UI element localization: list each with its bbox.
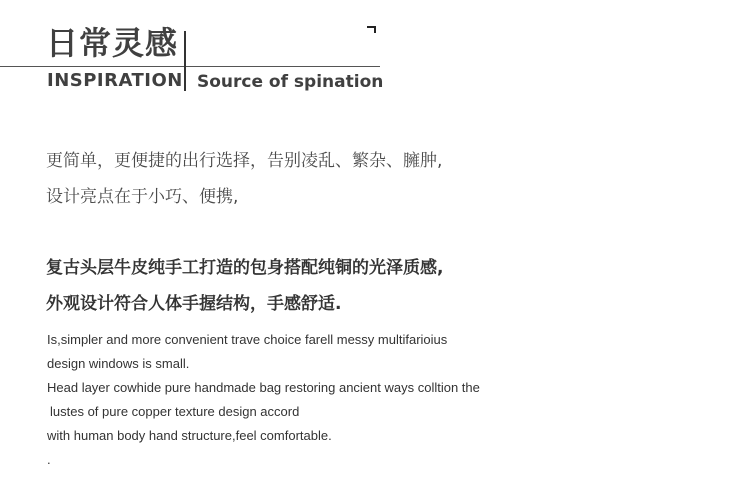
english-line: Head layer cowhide pure handmade bag restoring ancient ways colltion the: [47, 380, 480, 395]
corner-mark: [367, 26, 376, 33]
page-title: 日常灵感: [46, 24, 179, 62]
intro-paragraph: [46, 143, 442, 215]
feature-line: 外观设计符合人体手握结构，手感舒适.: [46, 294, 342, 314]
english-line: .: [47, 452, 51, 467]
intro-line: 更简单，更便捷的出行选择，告别凌乱、繁杂、臃肿,: [46, 151, 443, 171]
title-divider-vertical: [184, 31, 186, 91]
feature-line: 复古头层牛皮纯手工打造的包身搭配纯铜的光泽质感,: [46, 258, 444, 278]
english-line: Is,simpler and more convenient trave choice farell messy multifarioius: [47, 332, 448, 347]
feature-paragraph: [46, 250, 443, 322]
title-divider-horizontal: [0, 66, 380, 67]
english-line: lustes of pure copper texture design accord: [50, 404, 300, 419]
page-title-english: INSPIRATION: [47, 70, 183, 91]
english-line: design windows is small.: [47, 356, 190, 371]
english-line: with human body hand structure,feel comfortable.: [47, 428, 332, 443]
page-subtitle: Source of spination: [197, 72, 384, 92]
english-paragraph: [47, 328, 480, 472]
intro-line: 设计亮点在于小巧、便携,: [46, 187, 239, 207]
